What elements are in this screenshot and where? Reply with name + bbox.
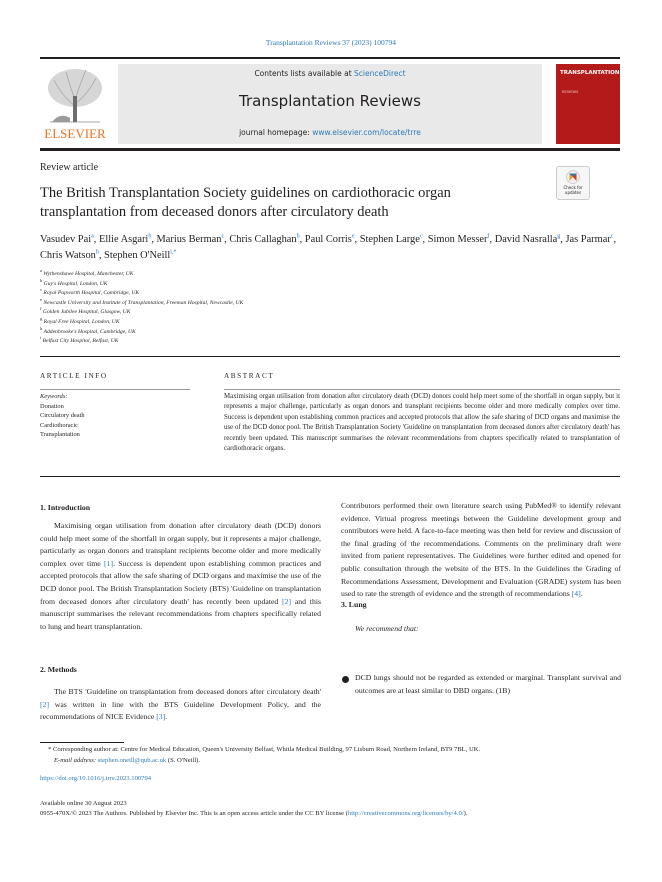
intro-text-part: . Success is dependent upon establishing common practices and accepted protocols that allow the safe sharing of DCD organs and maximise the use of the DCD donor pool. The British Transplantation Society (BTS) 'Guideline on transplantation from deceased donors after circulatory death' has recently been updated xyxy=(40,558,321,606)
affiliation-text: Guy's Hospital, London, UK xyxy=(43,280,108,287)
author-affiliation-marker[interactable]: h xyxy=(95,249,99,256)
affiliation-item xyxy=(40,308,620,318)
author-entry[interactable] xyxy=(360,234,423,245)
author-affiliation-marker[interactable]: c xyxy=(610,233,614,240)
author-name: David Nasralla xyxy=(494,234,558,245)
sciencedirect-link[interactable]: ScienceDirect xyxy=(354,69,406,78)
keyword-item: Donation xyxy=(40,403,64,410)
methods-cont-text: Contributors performed their own literature search using PubMed® to identify relevant evidence. Virtual progress meetings between the Guideline development group and contributors were held. A face-to-face meeting was then held for review and discussion of the final grading of the recommendations. Comments on the preliminary draft were invited from patient representatives. The Guidelines were further edited and opened for public consultation through the website of the BTS. In the Guidelines the Grading of Recommendations Assessment, Development and Evaluation (GRADE) system has been used to rate the strength of evidence and the strength of recommendations xyxy=(341,501,621,599)
author-entry[interactable] xyxy=(40,250,99,261)
journal-homepage-line xyxy=(118,128,542,137)
license-link[interactable]: http://creativecommons.org/licenses/by/4.0/ xyxy=(347,810,464,817)
homepage-prefix: journal homepage: xyxy=(239,128,313,137)
section-heading-lung: 3. Lung xyxy=(341,600,367,609)
copyright-suffix: ). xyxy=(463,810,468,817)
affiliation-item xyxy=(40,277,620,293)
author-affiliation-marker[interactable]: g xyxy=(557,233,561,240)
author-entry[interactable] xyxy=(305,234,355,245)
keyword-list xyxy=(40,402,85,440)
author-affiliation-marker[interactable]: f xyxy=(487,233,490,240)
citation-link[interactable]: [1] xyxy=(104,558,114,568)
copyright-text: 0955-470X/© 2023 The Authors. Published by Elsevier Inc. This is an open access article under the CC BY license ( xyxy=(40,810,348,817)
affiliation-list xyxy=(40,270,620,347)
cover-title: TRANSPLANTATION xyxy=(560,70,620,76)
author-affiliation-marker[interactable]: i,* xyxy=(170,249,177,256)
author-affiliation-marker[interactable]: b xyxy=(296,233,300,240)
affiliation-marker: i xyxy=(40,335,42,341)
affiliation-marker: h xyxy=(40,325,43,331)
article-info-heading: ARTICLE INFO xyxy=(40,372,108,380)
abstract-text: Maximising organ utilisation from donation after circulatory death (DCD) donors could help meet some of the shortfall in organ supply, but it represents a major challenge, particularly as organ donors and transplant recipients become older and more medically complex over time. Success is dependent upon establishing common practices and accepted protocols that allow the safe sharing of DCD organs and maximise the use of the DCD donor pool. The British Transplantation Society 'Guideline on transplantation from deceased donors after circulatory death' has recently been updated. This manuscript summarises the relevant recommendations from chapters specifically related to transplantation of cardiothoracic organs. xyxy=(224,393,620,453)
keyword-item: Transplantation xyxy=(40,431,80,439)
affiliation-item xyxy=(40,270,620,280)
citation-link[interactable]: [3] xyxy=(156,712,166,722)
affiliation-marker: a xyxy=(40,268,42,274)
footnote-text: Corresponding author at: Centre for Medical Education, Queen's University Belfast, Whitla Medical Building, 97 Lisburn Road, Northern Ireland, BT9 7BL, UK. xyxy=(52,746,481,753)
article-info-rule xyxy=(40,389,190,390)
journal-title: Transplantation Reviews xyxy=(239,92,421,110)
affiliation-marker: c xyxy=(40,287,42,293)
doi-link[interactable]: https://doi.org/10.1016/j.trre.2023.100794 xyxy=(40,775,152,782)
available-online-date: Available online 30 August 2023 xyxy=(40,800,127,807)
article-title: The British Transplantation Society guidelines on cardiothoracic organ transplantation from deceased donors after circulatory death xyxy=(40,185,451,220)
crossmark-label: Check for updates xyxy=(563,185,583,195)
citation-link[interactable]: [4] xyxy=(571,589,581,599)
author-entry[interactable] xyxy=(566,234,614,245)
author-name: Jas Parmar xyxy=(565,234,611,245)
section-heading-methods: 2. Methods xyxy=(40,665,77,674)
journal-cover-image xyxy=(556,64,620,144)
methods-text-part: The BTS 'Guideline on transplantation from deceased donors after circulatory death' xyxy=(54,687,321,696)
methods-continued-paragraph xyxy=(341,500,621,601)
abstract-heading: ABSTRACT xyxy=(224,372,275,380)
intro-text-part: Maximising organ utilisation from donation after circulatory death (DCD) donors could help meet some of the shortfall in organ supply, but it represents a major challenge, particularly as organ donors and transplant recipients become older and more medically complex over time xyxy=(40,521,321,568)
author-entry[interactable] xyxy=(157,234,225,245)
author-entry[interactable] xyxy=(428,234,490,245)
section-heading-introduction: 1. Introduction xyxy=(40,503,91,512)
email-label: E-mail address: xyxy=(54,756,97,764)
abstract-rule xyxy=(224,389,620,390)
author-name: Paul Corris xyxy=(304,234,352,245)
affiliation-text: Newcastle University and Institute of Transplantation, Freeman Hospital, Newcastle, UK xyxy=(43,299,244,306)
info-bottom-rule xyxy=(40,476,620,477)
affiliation-item xyxy=(40,318,620,328)
intro-text-part: and this manuscript summarises the relevant recommendations from chapters specifically related to lung and heart transplantation. xyxy=(40,596,321,631)
author-entry[interactable] xyxy=(229,234,299,245)
footnote-rule xyxy=(40,742,124,743)
elsevier-logo xyxy=(40,66,110,142)
check-for-updates-badge[interactable] xyxy=(556,166,590,200)
header-bottom-rule xyxy=(40,148,620,151)
affiliation-item xyxy=(40,325,620,341)
journal-reference[interactable]: Transplantation Reviews 37 (2023) 100794 xyxy=(265,38,397,47)
email-suffix: (S. O'Neill). xyxy=(167,756,201,764)
author-name: Chris Callaghan xyxy=(229,234,297,245)
methods-paragraph xyxy=(40,686,321,724)
info-top-rule xyxy=(40,356,620,357)
author-entry[interactable] xyxy=(40,234,94,245)
author-list: Vasudev Pai$^a$, Ellie Asgari$^b$, Marius Berman$^c$, Chris Callaghan$^b$, Paul Corris$^e$, Stephen Large$^c$, Simon Messer$^f$, David Nasralla$^g$, Jas Parmar$^c$, Chris Watson$^h$, Stephen O'Neill$^{i,*}$ xyxy=(40,233,617,261)
author-name: Stephen O'Neill xyxy=(104,250,171,261)
bullet-icon xyxy=(342,676,349,683)
contents-prefix: Contents lists available at xyxy=(254,69,355,78)
keyword-item: Circulatory death xyxy=(40,412,85,420)
affiliation-marker: e xyxy=(40,296,42,302)
recommendation-intro: We recommend that: xyxy=(355,624,419,633)
article-type: Review article xyxy=(40,162,99,173)
author-name: Chris Watson xyxy=(40,250,96,261)
affiliation-text: Addenbrooke's Hospital, Cambridge, UK xyxy=(43,328,136,335)
footnote-marker: * xyxy=(48,746,52,753)
journal-homepage-link[interactable]: www.elsevier.com/locate/trre xyxy=(312,128,421,137)
affiliation-marker: f xyxy=(40,306,42,312)
introduction-paragraph xyxy=(40,520,321,633)
author-name: Simon Messer xyxy=(427,234,488,245)
contents-available-line xyxy=(118,69,542,78)
methods-cont-text: . xyxy=(580,589,583,599)
crossmark-icon xyxy=(566,170,580,184)
affiliation-marker: b xyxy=(40,277,43,283)
header-rule xyxy=(40,57,620,59)
author-name: Vasudev Pai xyxy=(40,234,92,245)
keywords-label: Keywords: xyxy=(40,393,68,400)
copyright-line xyxy=(40,810,620,817)
affiliation-text: Royal Free Hospital, London, UK xyxy=(43,318,120,325)
author-entry[interactable] xyxy=(104,250,176,261)
affiliation-item xyxy=(40,296,620,309)
author-affiliation-marker[interactable]: e xyxy=(351,233,355,240)
affiliation-item xyxy=(40,337,620,347)
affiliation-text: Belfast City Hospital, Belfast, UK xyxy=(42,338,119,345)
author-affiliation-marker[interactable]: a xyxy=(91,233,94,240)
elsevier-wordmark: ELSEVIER xyxy=(44,126,106,141)
author-entry[interactable] xyxy=(99,234,151,245)
citation-link[interactable]: [2] xyxy=(40,699,50,709)
affiliation-text: Golden Jubilee Hospital, Glasgow, UK xyxy=(42,309,131,316)
corresponding-author-footnote xyxy=(40,745,620,766)
citation-link[interactable]: [2] xyxy=(282,596,292,606)
author-affiliation-marker[interactable]: c xyxy=(419,233,423,240)
affiliation-text: Royal Papworth Hospital, Cambridge, UK xyxy=(43,290,140,297)
affiliation-marker: g xyxy=(40,316,43,322)
recommendation-bullet: DCD lungs should not be regarded as extended or marginal. Transplant survival and outcomes are at least similar to DBD organs. (1B) xyxy=(355,673,621,695)
cover-subtitle: REVIEWS xyxy=(562,90,579,94)
author-name: Marius Berman xyxy=(156,234,222,245)
author-name: Ellie Asgari xyxy=(98,234,149,245)
author-affiliation-marker[interactable]: c xyxy=(221,233,225,240)
author-name: Stephen Large xyxy=(359,234,420,245)
email-link[interactable]: stephen.oneill@qub.ac.uk xyxy=(97,756,167,764)
methods-text-part: was written in line with the BTS Guideline Development Policy, and the recommendations of NICE Evidence xyxy=(40,699,321,722)
methods-text-part: . xyxy=(165,712,168,722)
author-affiliation-marker[interactable]: b xyxy=(148,233,152,240)
affiliation-text: Wythenshawe Hospital, Manchester, UK xyxy=(43,271,134,277)
keyword-item: Cardiothoracic xyxy=(40,421,78,429)
author-entry[interactable] xyxy=(495,234,561,245)
affiliation-item xyxy=(40,289,620,299)
